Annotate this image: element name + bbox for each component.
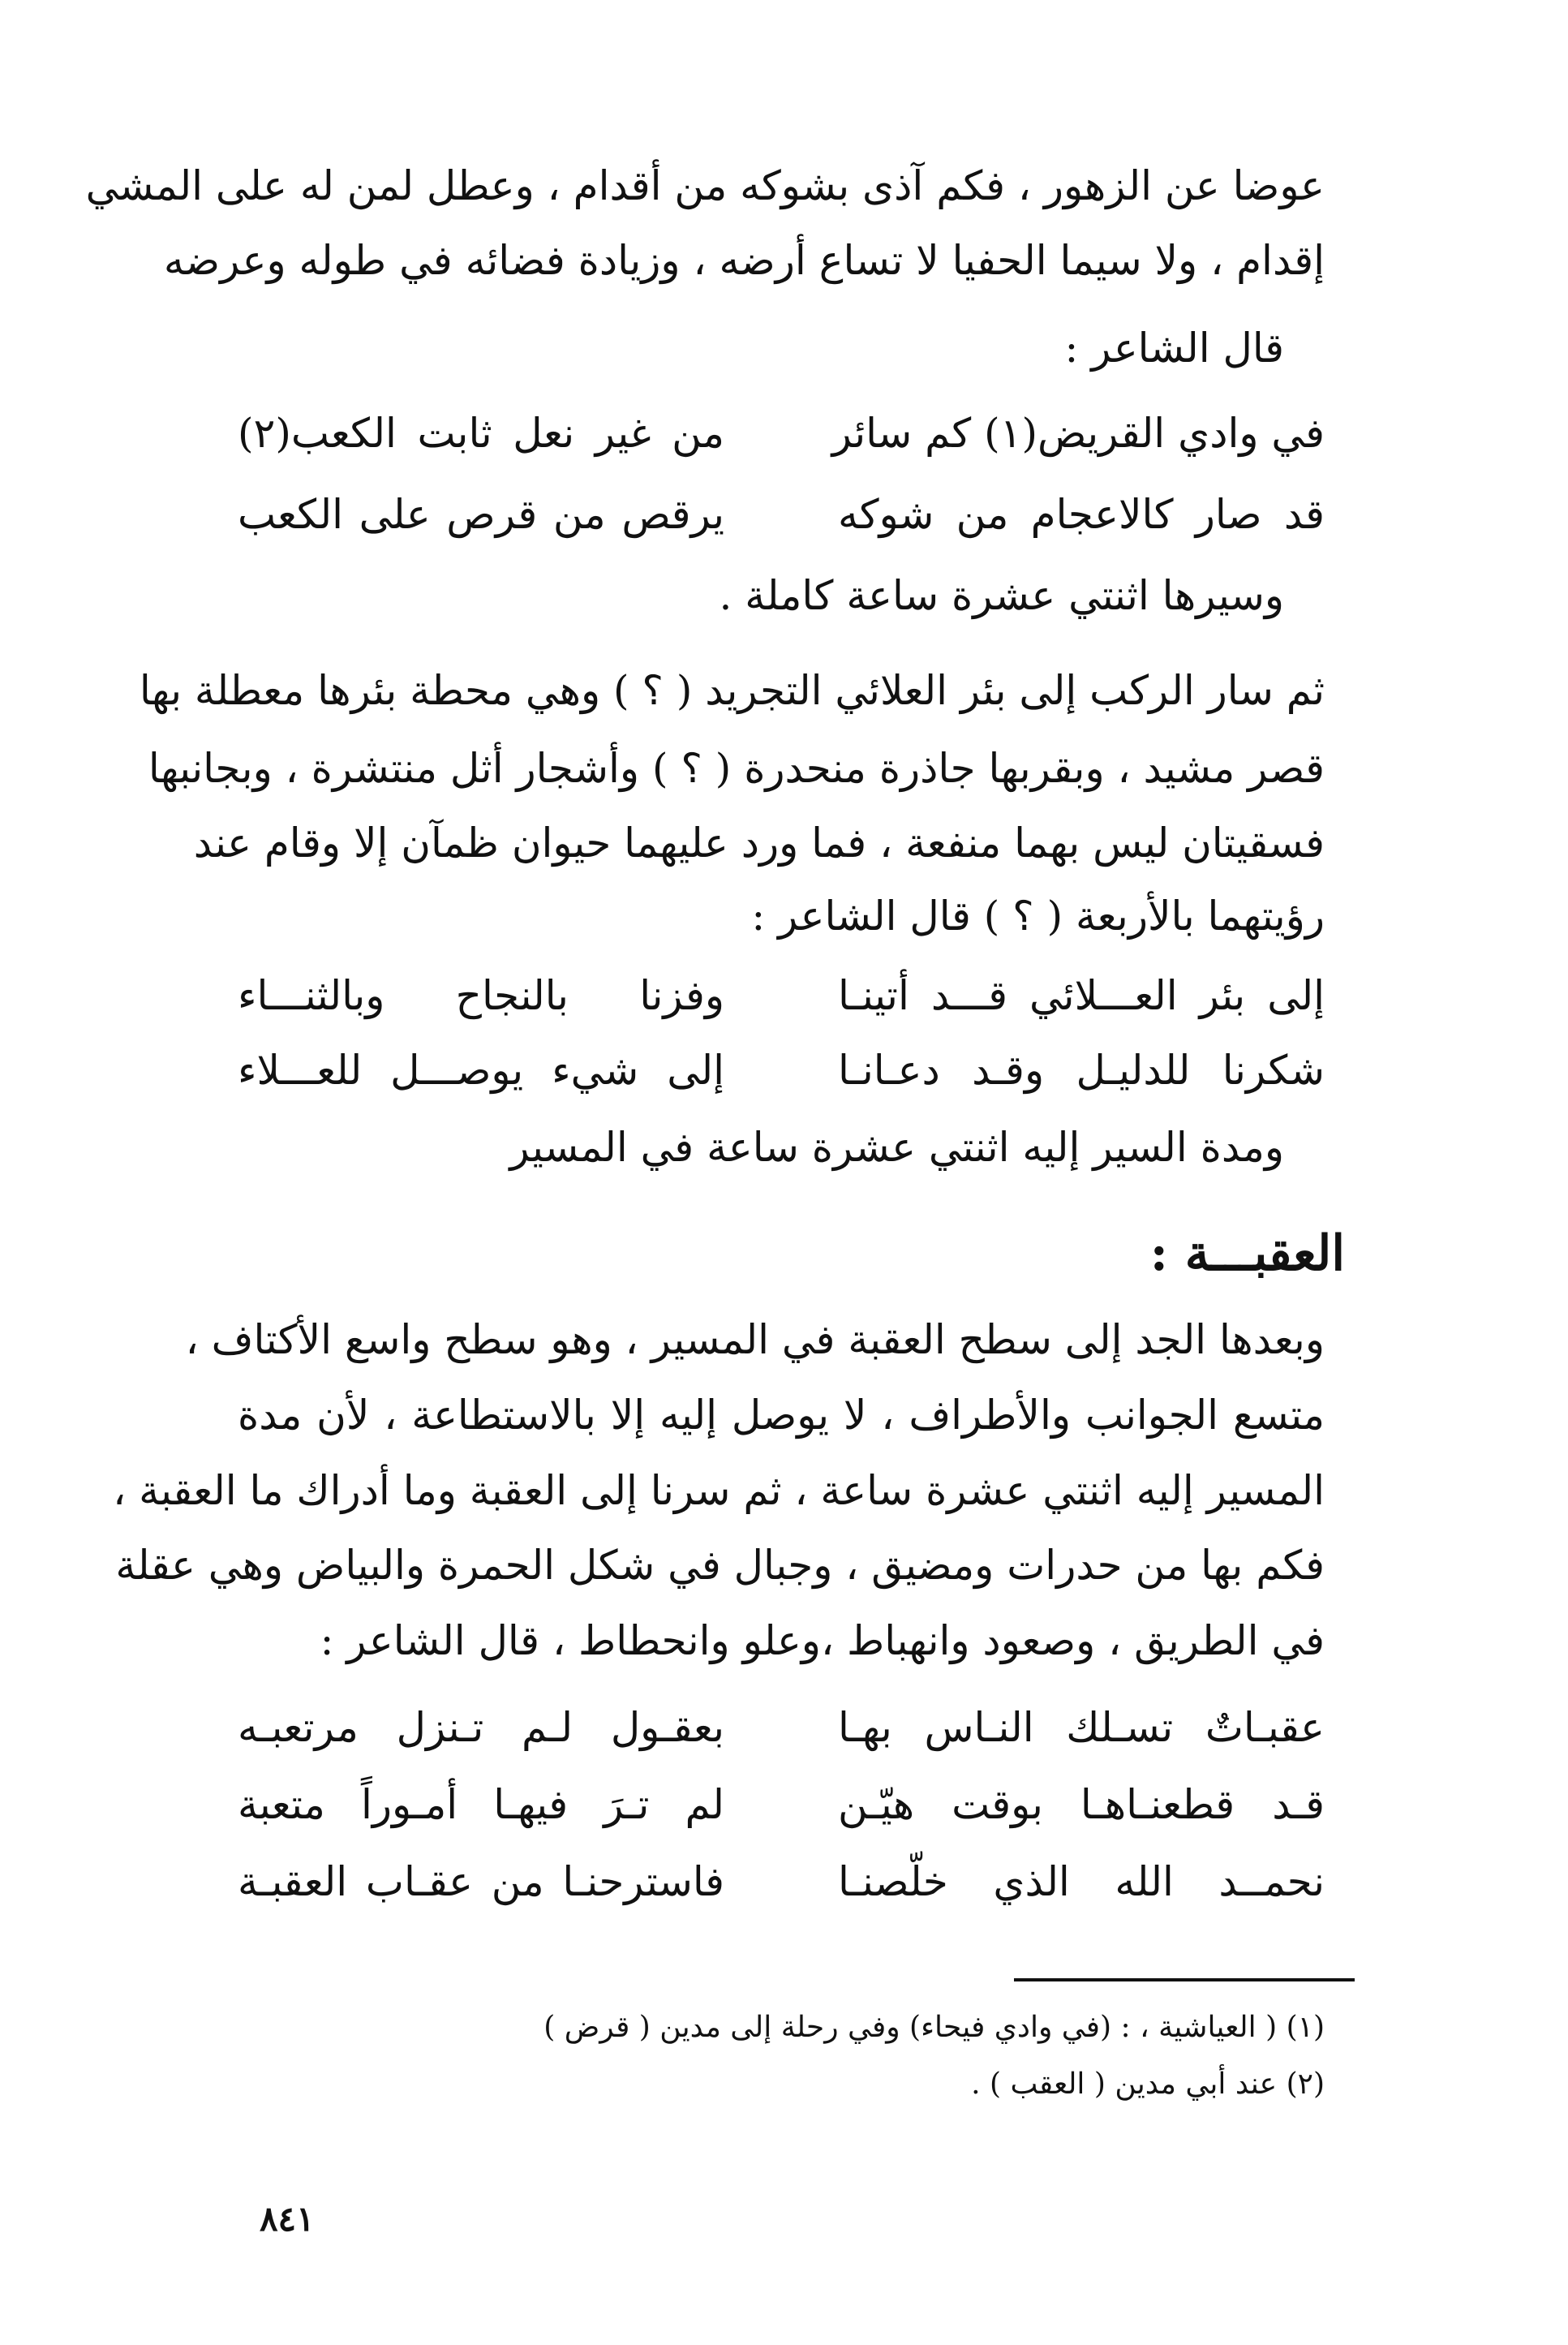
paragraph-line: فسقيتان ليس بهما منفعة ، فما ورد عليهما حيوان ظمآن إلا وقام عند [193, 820, 1325, 867]
verse-hemistich: يرقص من قرص على الكعب [238, 491, 724, 538]
paragraph-line: إقدام ، ولا سيما الحفيا لا تساع أرضه ، وزيادة فضائه في طوله وعرضه [163, 237, 1325, 284]
paragraph-line: فكم بها من حدرات ومضيق ، وجبال في شكل الحمرة والبياض وهي عقلة [115, 1542, 1325, 1589]
verse-line [238, 1704, 1325, 1751]
paragraph-line: ومدة السير إليه اثنتي عشرة ساعة في المسير [509, 1124, 1284, 1171]
verse-hemistich: إلى بئر العـــلائي قـــد أتينـا [838, 972, 1325, 1019]
verse-hemistich: من غير نعل ثابت الكعب(٢) [238, 410, 724, 457]
verse-hemistich: فاسترحنـا من عقـاب العقبـة [238, 1858, 724, 1905]
paragraph-line: في الطريق ، وصعود وانهباط ،وعلو وانحطاط ، قال الشاعر : [320, 1617, 1325, 1664]
verse-line [238, 1047, 1325, 1094]
paragraph-line: قال الشاعر : [1064, 325, 1284, 372]
verse-hemistich: قـد قطعنـاهـا بوقت هيّـن [838, 1781, 1325, 1828]
paragraph-line: عوضا عن الزهور ، فكم آذى بشوكه من أقدام ، وعطل لمن له على المشي [85, 162, 1325, 209]
verse-hemistich: إلى شيء يوصـــل للعـــلاء [238, 1047, 724, 1094]
paragraph-line: رؤيتهما بالأربعة ( ؟ ) قال الشاعر : [751, 893, 1325, 940]
verse-line [238, 491, 1325, 538]
verse-hemistich: شكرنا للدليـل وقـد دعـانـا [838, 1047, 1325, 1094]
verse-line [238, 1781, 1325, 1828]
footnote-separator [1014, 1978, 1355, 1981]
verse-hemistich: وفزنا بالنجاح وبالثنـــاء [238, 972, 724, 1019]
verse-hemistich: في وادي القريض(١) كم سائر [831, 410, 1325, 457]
verse-hemistich: نحمــد الله الذي خلّصنـا [838, 1858, 1325, 1905]
paragraph-line: ثم سار الركب إلى بئر العلائي التجريد ( ؟ ) وهي محطة بئرها معطلة بها [139, 667, 1325, 714]
paragraph-line: وسيرها اثنتي عشرة ساعة كاملة . [719, 572, 1284, 619]
paragraph-line: المسير إليه اثنتي عشرة ساعة ، ثم سرنا إلى العقبة وما أدراك ما العقبة ، [113, 1467, 1325, 1514]
page-number: ٨٤١ [260, 2199, 315, 2239]
footnote: (١) ( العياشية ، : (في وادي فيحاء) وفي رحلة إلى مدين ( قرض ) [543, 2011, 1325, 2044]
paragraph-line: وبعدها الجد إلى سطح العقبة في المسير ، وهو سطح واسع الأكتاف ، [185, 1316, 1325, 1363]
verse-hemistich: بعقـول لـم تـنزل مرتعبـه [238, 1704, 724, 1751]
verse-line [238, 972, 1325, 1019]
verse-hemistich: لم تـرَ فيهـا أمـوراً متعبة [238, 1781, 724, 1828]
section-title: العقبـــة : [1149, 1225, 1345, 1282]
verse-hemistich: قد صار كالاعجام من شوكه [838, 491, 1325, 538]
paragraph-line: متسع الجوانب والأطراف ، لا يوصل إليه إلا بالاستطاعة ، لأن مدة [238, 1392, 1325, 1439]
verse-hemistich: عقبـاتٌ تسـلك النـاس بهـا [838, 1704, 1325, 1751]
paragraph-line: قصر مشيد ، وبقربها جاذرة منحدرة ( ؟ ) وأشجار أثل منتشرة ، وبجانبها [148, 745, 1325, 792]
verse-line [238, 1858, 1325, 1905]
verse-line [238, 410, 1325, 457]
footnote: (٢) عند أبي مدين ( العقب ) . [971, 2067, 1325, 2101]
